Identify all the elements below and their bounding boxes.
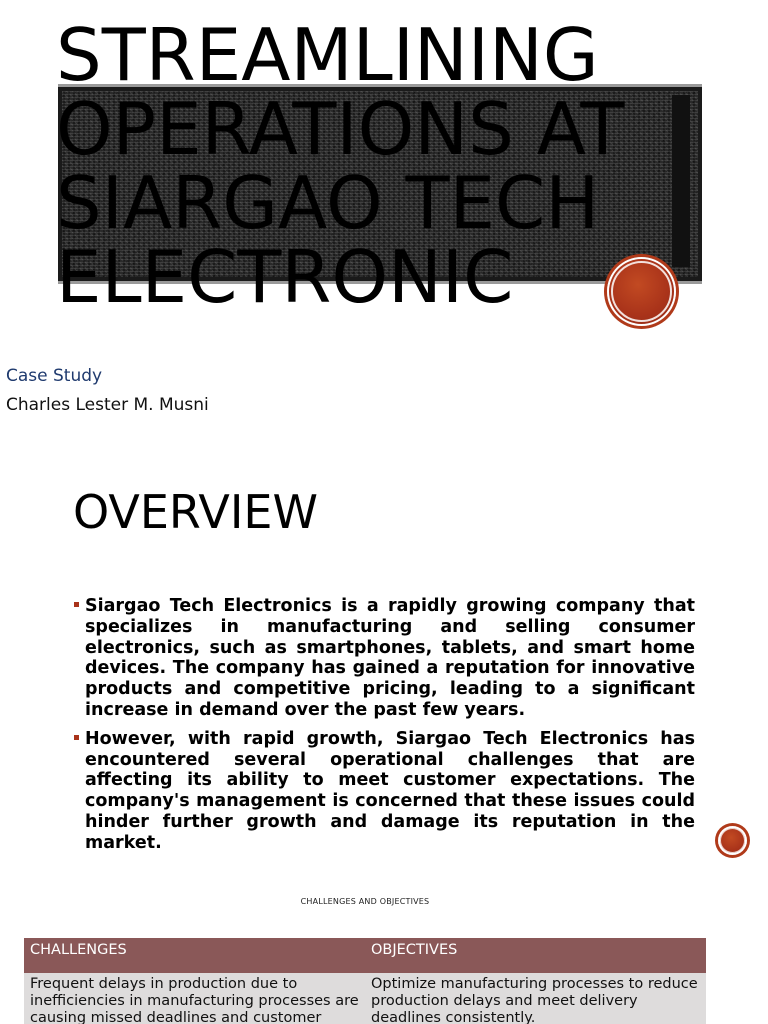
challenges-objectives-table <box>24 938 706 1024</box>
title-slide <box>0 0 768 440</box>
table-cell-challenge: Frequent delays in production due to inefficiencies in manufacturing processes are causing missed deadlines and customer <box>24 973 365 1024</box>
table-row <box>24 973 706 1024</box>
table-cell-objective: Optimize manufacturing processes to reduce production delays and meet delivery deadlines consistently. <box>365 973 706 1024</box>
accent-circle-icon <box>607 257 676 326</box>
presentation-subtitle: Case Study <box>6 366 103 386</box>
challenges-caption: CHALLENGES AND OBJECTIVES <box>300 897 430 906</box>
table-header-row <box>24 938 706 973</box>
overview-title: OVERVIEW <box>73 485 318 539</box>
presentation-author: Charles Lester M. Musni <box>6 395 209 415</box>
overview-bullet: Siargao Tech Electronics is a rapidly growing company that specializes in manufacturing and selling consumer electronics, such as smartphones, tablets, and smart home devices. The company has gained a reputation for innovative products and competitive pricing, leading to a significant increase in demand over the past few years. <box>72 596 695 721</box>
table-header-challenges: CHALLENGES <box>24 938 365 973</box>
overview-bullet-list <box>72 596 695 866</box>
presentation-title: STREAMLINING OPERATIONS AT SIARGAO TECH ELECTRONIC <box>56 13 625 319</box>
challenges-slide <box>0 880 768 1024</box>
overview-slide <box>0 440 768 870</box>
table-header-objectives: OBJECTIVES <box>365 938 706 973</box>
accent-circle-small-icon <box>718 826 747 855</box>
overview-bullet: However, with rapid growth, Siargao Tech Electronics has encountered several operational challenges that are affecting its ability to meet customer expectations. The company's management is concerned that these issues could hinder further growth and damage its reputation in the market. <box>72 729 695 854</box>
